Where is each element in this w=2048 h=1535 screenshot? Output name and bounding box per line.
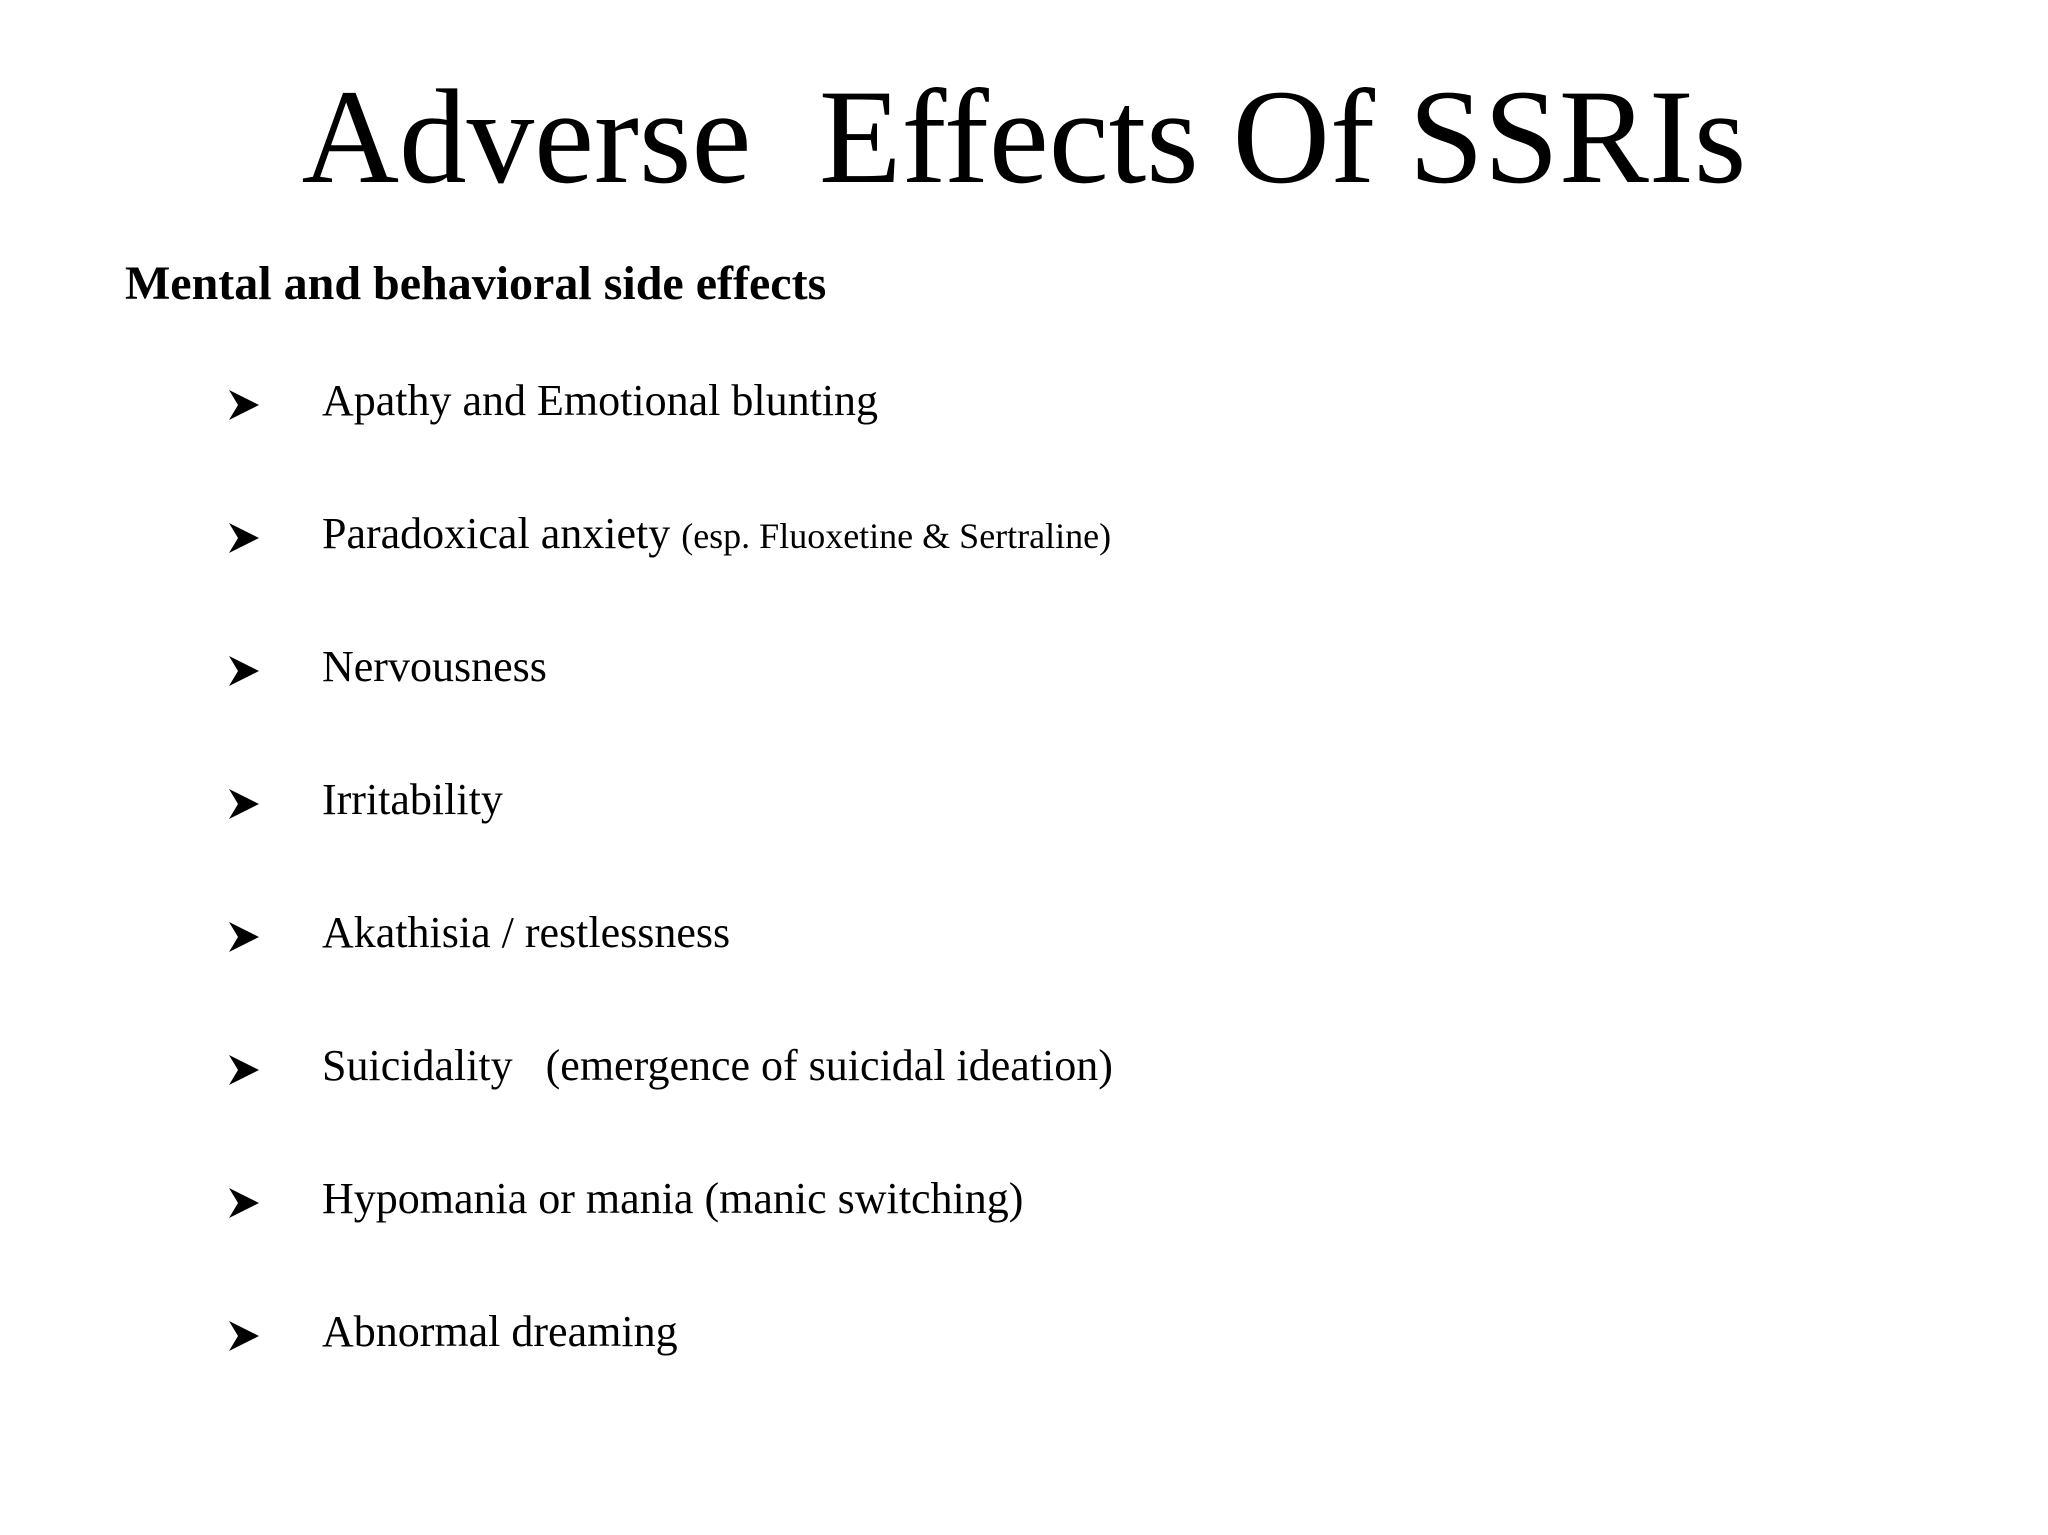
arrow-bullet-icon (228, 521, 260, 555)
arrow-bullet-icon (228, 1053, 260, 1087)
bullet-text: Hypomania or mania (manic switching) (322, 1174, 1024, 1223)
bullet-list (228, 368, 1113, 1432)
bullet-text: Apathy and Emotional blunting (322, 376, 879, 425)
list-item (228, 368, 1113, 501)
section-heading: Mental and behavioral side effects (125, 257, 827, 310)
bullet-note: (esp. Fluoxetine & Sertraline) (681, 516, 1112, 556)
arrow-bullet-icon (228, 388, 260, 422)
bullet-text: Abnormal dreaming (322, 1307, 678, 1356)
bullet-text: Irritability (322, 775, 503, 824)
bullet-text: Suicidality (emergence of suicidal ideation) (322, 1041, 1113, 1090)
bullet-text: Nervousness (322, 642, 547, 691)
slide-title: Adverse Effects Of SSRIs (301, 63, 1747, 212)
list-item (228, 501, 1113, 634)
list-item (228, 1033, 1113, 1166)
list-item (228, 1166, 1113, 1299)
list-item (228, 767, 1113, 900)
list-item (228, 900, 1113, 1033)
list-item (228, 634, 1113, 767)
list-item (228, 1299, 1113, 1432)
arrow-bullet-icon (228, 920, 260, 954)
arrow-bullet-icon (228, 654, 260, 688)
bullet-text: Paradoxical anxiety (322, 509, 682, 558)
bullet-text: Akathisia / restlessness (322, 908, 731, 957)
arrow-bullet-icon (228, 1186, 260, 1220)
arrow-bullet-icon (228, 787, 260, 821)
arrow-bullet-icon (228, 1319, 260, 1353)
